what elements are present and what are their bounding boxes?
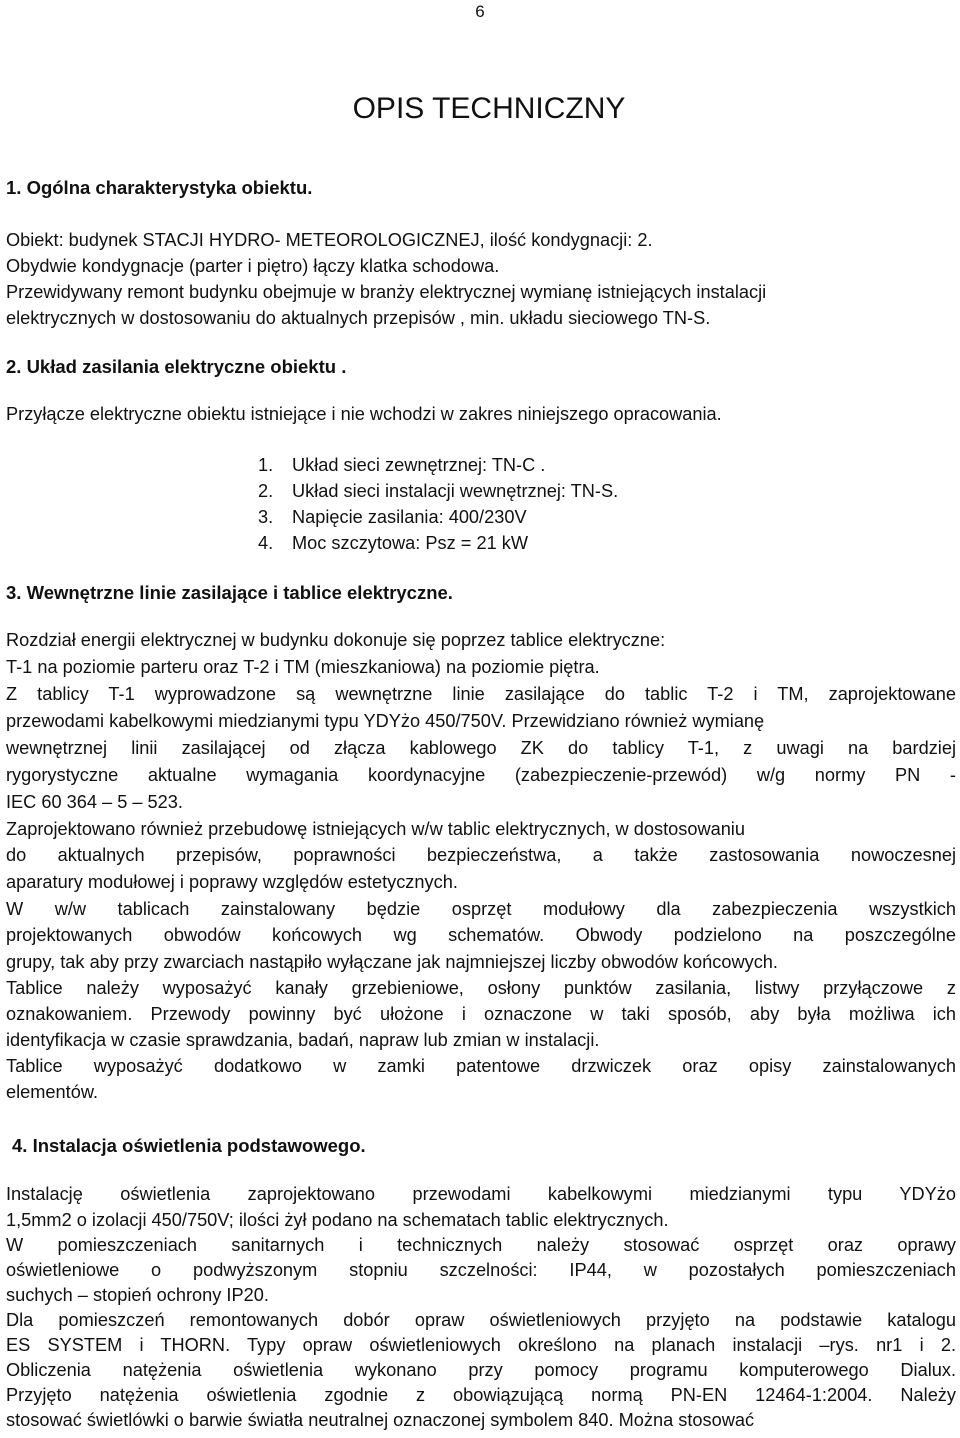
list-text: Układ sieci zewnętrznej: TN-C . <box>292 455 546 475</box>
s3-line-8: Zaprojektowano również przebudowę istniejących w/w tablic elektrycznych, w dostosowaniu <box>6 819 745 839</box>
section-3-heading: 3. Wewnętrzne linie zasilające i tablice elektryczne. <box>6 582 453 603</box>
s1-line-4: elektrycznych w dostosowaniu do aktualnych przepisów , min. układu sieciowego TN-S. <box>6 308 711 328</box>
s4-line-2: 1,5mm2 o izolacji 450/750V; ilości żył podano na schematach tablic elektrycznych. <box>6 1210 669 1230</box>
s2-list-item-1 <box>258 455 545 477</box>
s4-line-9: Przyjęto natężenia oświetlenia zgodnie z obowiązującą normą PN-EN 12464-1:2004. Należy <box>6 1385 956 1405</box>
s3-line-16: identyfikacja w czasie sprawdzania, badań, napraw lub zmian w instalacji. <box>6 1030 600 1050</box>
s3-line-17: Tablice wyposażyć dodatkowo w zamki patentowe drzwiczek oraz opisy zainstalowanych <box>6 1056 956 1076</box>
s3-line-10: aparatury modułowej i poprawy względów estetycznych. <box>6 872 458 892</box>
s4-line-4: oświetleniowe o podwyższonym stopniu szczelności: IP44, w pozostałych pomieszczeniach <box>6 1260 956 1280</box>
s4-line-5: suchych – stopień ochrony IP20. <box>6 1285 269 1305</box>
s3-line-1: Rozdział energii elektrycznej w budynku dokonuje się poprzez tablice elektryczne: <box>6 630 666 650</box>
s1-line-2: Obydwie kondygnacje (parter i piętro) łączy klatka schodowa. <box>6 256 500 276</box>
s3-line-9: do aktualnych przepisów, poprawności bezpieczeństwa, a także zastosowania nowoczesnej <box>6 845 956 865</box>
section-4-heading: 4. Instalacja oświetlenia podstawowego. <box>12 1135 366 1156</box>
s4-line-10: stosować świetlówki o barwie światła neutralnej oznaczonej symbolem 840. Można stosować <box>6 1410 755 1430</box>
s3-line-14: Tablice należy wyposażyć kanały grzebieniowe, osłony punktów zasilania, listwy przyłączowe z <box>6 978 956 998</box>
s2-list-item-3 <box>258 507 527 529</box>
s2-intro: Przyłącze elektryczne obiektu istniejące i nie wchodzi w zakres niniejszego opracowania. <box>6 404 722 424</box>
s3-line-11: W w/w tablicach zainstalowany będzie osprzęt modułowy dla zabezpieczenia wszystkich <box>6 899 956 919</box>
list-number: 3. <box>258 507 274 527</box>
section-1-heading: 1. Ogólna charakterystyka obiektu. <box>6 177 313 198</box>
document-title-text: OPIS TECHNICZNY <box>352 92 626 125</box>
s3-line-15: oznakowaniem. Przewody powinny być ułożone i oznaczone w taki sposób, aby była możliwa ich <box>6 1004 956 1024</box>
list-text: Napięcie zasilania: 400/230V <box>292 507 527 527</box>
s3-line-6: rygorystyczne aktualne wymagania koordynacyjne (zabezpieczenie-przewód) w/g normy PN - <box>6 765 956 785</box>
s3-line-5: wewnętrznej linii zasilającej od złącza kablowego ZK do tablicy T-1, z uwagi na bardziej <box>6 738 956 758</box>
list-text: Moc szczytowa: Psz = 21 kW <box>292 533 528 553</box>
s4-line-1: Instalację oświetlenia zaprojektowano przewodami kabelkowymi miedzianymi typu YDYżo <box>6 1184 956 1204</box>
s4-line-7: ES SYSTEM i THORN. Typy opraw oświetleniowych określono na planach instalacji –rys. nr1 i 2. <box>6 1335 956 1355</box>
list-number: 2. <box>258 481 274 501</box>
s3-line-3: Z tablicy T-1 wyprowadzone są wewnętrzne linie zasilające do tablic T-2 i TM, zaprojektowane <box>6 684 956 704</box>
document-title <box>0 92 960 126</box>
s1-line-1: Obiekt: budynek STACJI HYDRO- METEOROLOGICZNEJ, ilość kondygnacji: 2. <box>6 230 653 250</box>
s4-line-8: Obliczenia natężenia oświetlenia wykonano przy pomocy programu komputerowego Dialux. <box>6 1360 956 1380</box>
s4-line-6: Dla pomieszczeń remontowanych dobór opraw oświetleniowych przyjęto na podstawie katalogu <box>6 1310 956 1330</box>
s2-list-item-2 <box>258 481 618 503</box>
section-2-heading: 2. Układ zasilania elektryczne obiektu . <box>6 356 347 377</box>
page-number: 6 <box>475 2 485 21</box>
s3-line-18: elementów. <box>6 1082 99 1102</box>
list-number: 4. <box>258 533 274 553</box>
s3-line-2: T-1 na poziomie parteru oraz T-2 i TM (mieszkaniowa) na poziomie piętra. <box>6 657 600 677</box>
s3-line-4: przewodami kabelkowymi miedzianymi typu YDYżo 450/750V. Przewidziano również wymianę <box>6 711 765 731</box>
list-number: 1. <box>258 455 274 475</box>
s3-line-12: projektowanych obwodów końcowych wg schematów. Obwody podzielono na poszczególne <box>6 925 956 945</box>
s1-line-3: Przewidywany remont budynku obejmuje w branży elektrycznej wymianę istniejących instalacji <box>6 282 767 302</box>
s3-line-7: IEC 60 364 – 5 – 523. <box>6 792 183 812</box>
s4-line-3: W pomieszczeniach sanitarnych i technicznych należy stosować osprzęt oraz oprawy <box>6 1235 956 1255</box>
s3-line-13: grupy, tak aby przy zwarciach nastąpiło wyłączane jak najmniejszej liczby obwodów końcowych. <box>6 952 778 972</box>
s2-list-item-4 <box>258 533 528 555</box>
list-text: Układ sieci instalacji wewnętrznej: TN-S. <box>292 481 619 501</box>
